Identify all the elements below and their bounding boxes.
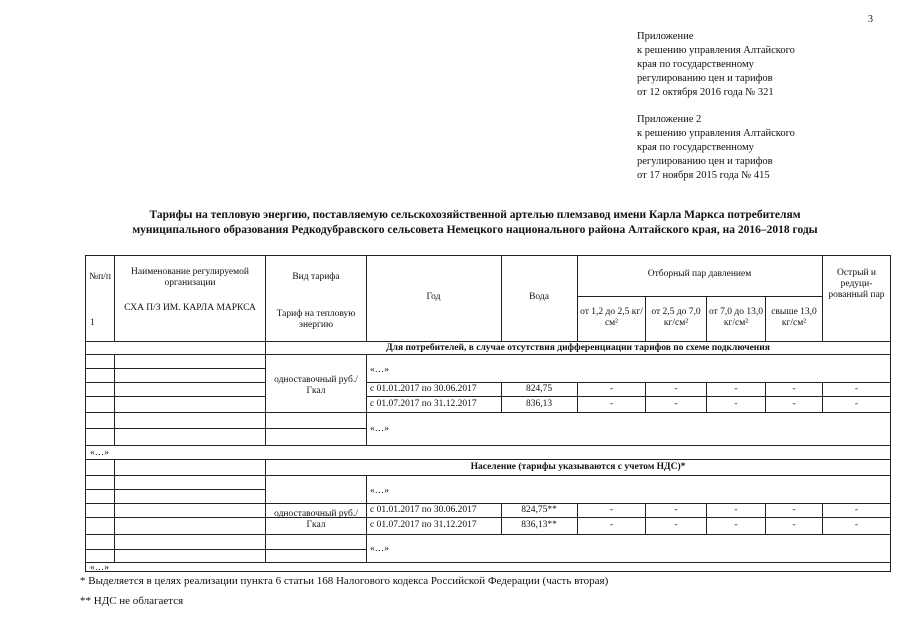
section-1-dash: - <box>792 399 796 409</box>
header-steam-4: свыше 13,0 кг/см² <box>771 307 817 328</box>
appendix-1-line: к решению управления Алтайского <box>637 45 795 56</box>
section-2-dash: - <box>792 520 796 530</box>
section-1-dash: - <box>674 384 678 394</box>
section-1-ellipsis-bottom: «…» <box>370 424 389 434</box>
section-1-period: с 01.01.2017 по 30.06.2017 <box>370 384 477 394</box>
header-water: Вода <box>529 292 549 302</box>
header-sharp-steam: Острый и редуци-рованный пар <box>828 268 885 300</box>
section-1-ellipsis-top: «…» <box>370 365 389 375</box>
section-2-dash: - <box>854 520 859 530</box>
appendix-2-line: от 17 ноября 2015 года № 415 <box>637 170 770 181</box>
row-1-tariff: Тариф на тепловую энергию <box>276 309 356 330</box>
appendix-1-line: края по государственному <box>637 59 754 70</box>
section-2-period: с 01.07.2017 по 31.12.2017 <box>370 520 477 530</box>
header-steam-1: от 1,2 до 2,5 кг/см² <box>580 307 643 328</box>
appendix-1-line: Приложение <box>637 31 694 42</box>
section-1-tariff-type: одноставочный руб./Гкал <box>274 375 358 396</box>
between-sections-ellipsis: «…» <box>90 448 109 458</box>
page-number: 3 <box>868 14 873 25</box>
section-2-dash: - <box>734 520 738 530</box>
appendix-2-line: регулированию цен и тарифов <box>637 156 773 167</box>
section-2-period: с 01.01.2017 по 30.06.2017 <box>370 505 477 515</box>
footnote-vat-included: * Выделяется в целях реализации пункта 6 статьи 168 Налогового кодекса Российской Федерации (часть вторая) <box>80 575 609 587</box>
row-1-org: СХА П/З ИМ. КАРЛА МАРКСА <box>124 303 256 313</box>
section-1-dash: - <box>854 384 859 394</box>
section-2-dash: - <box>792 505 796 515</box>
header-steam-3: от 7,0 до 13,0 кг/см² <box>709 307 763 328</box>
section-2-tariff-type: одноставочный руб./Гкал <box>274 509 358 530</box>
section-2-dash: - <box>609 520 614 530</box>
section-1-dash: - <box>674 399 678 409</box>
section-2-dash: - <box>674 520 678 530</box>
section-2-dash: - <box>609 505 614 515</box>
section-2-water: 836,13** <box>521 520 557 530</box>
section-2-dash: - <box>734 505 738 515</box>
section-1-dash: - <box>734 384 738 394</box>
section-1-dash: - <box>609 384 614 394</box>
footnote-vat-exempt: ** НДС не облагается <box>80 595 184 607</box>
section-1-dash: - <box>734 399 738 409</box>
title-line-2: муниципального образования Редкодубравского сельсовета Немецкого национального района Алтайского края, на 2016–2018 годы <box>132 224 818 236</box>
section-1-water: 824,75 <box>525 384 553 394</box>
section-2-ellipsis-bottom: «…» <box>370 544 389 554</box>
row-1-num: 1 <box>90 318 95 328</box>
header-steam: Отборный пар давлением <box>647 269 752 279</box>
section-2-title: Население (тарифы указываются с учетом НДС)* <box>470 462 686 472</box>
section-2-ellipsis-top: «…» <box>370 486 389 496</box>
section-2-dash: - <box>674 505 678 515</box>
appendix-2-line: края по государственному <box>637 142 754 153</box>
appendix-2-line: к решению управления Алтайского <box>637 128 795 139</box>
header-year: Год <box>426 292 441 302</box>
section-2-water: 824,75** <box>521 505 557 515</box>
section-1-dash: - <box>854 399 859 409</box>
table-end-ellipsis: «…» <box>90 563 109 573</box>
header-num: №п/п <box>89 272 111 282</box>
title-line-1: Тарифы на тепловую энергию, поставляемую сельскохозяйственной артелью племзавод имени Карла Маркса потребителям <box>149 209 801 221</box>
appendix-1-line: регулированию цен и тарифов <box>637 73 773 84</box>
section-1-dash: - <box>609 399 614 409</box>
section-1-title: Для потребителей, в случае отсутствия дифференциации тарифов по схеме подключения <box>386 343 770 353</box>
section-2-dash: - <box>854 505 859 515</box>
section-1-period: с 01.07.2017 по 31.12.2017 <box>370 399 477 409</box>
header-steam-2: от 2,5 до 7,0 кг/см² <box>651 307 701 328</box>
header-tariff-type: Вид тарифа <box>292 272 340 282</box>
section-1-dash: - <box>792 384 796 394</box>
appendix-1-line: от 12 октября 2016 года № 321 <box>637 87 774 98</box>
appendix-2-line: Приложение 2 <box>637 114 702 125</box>
header-org: Наименование регулируемой организации <box>131 267 249 288</box>
section-1-water: 836,13 <box>525 399 553 409</box>
